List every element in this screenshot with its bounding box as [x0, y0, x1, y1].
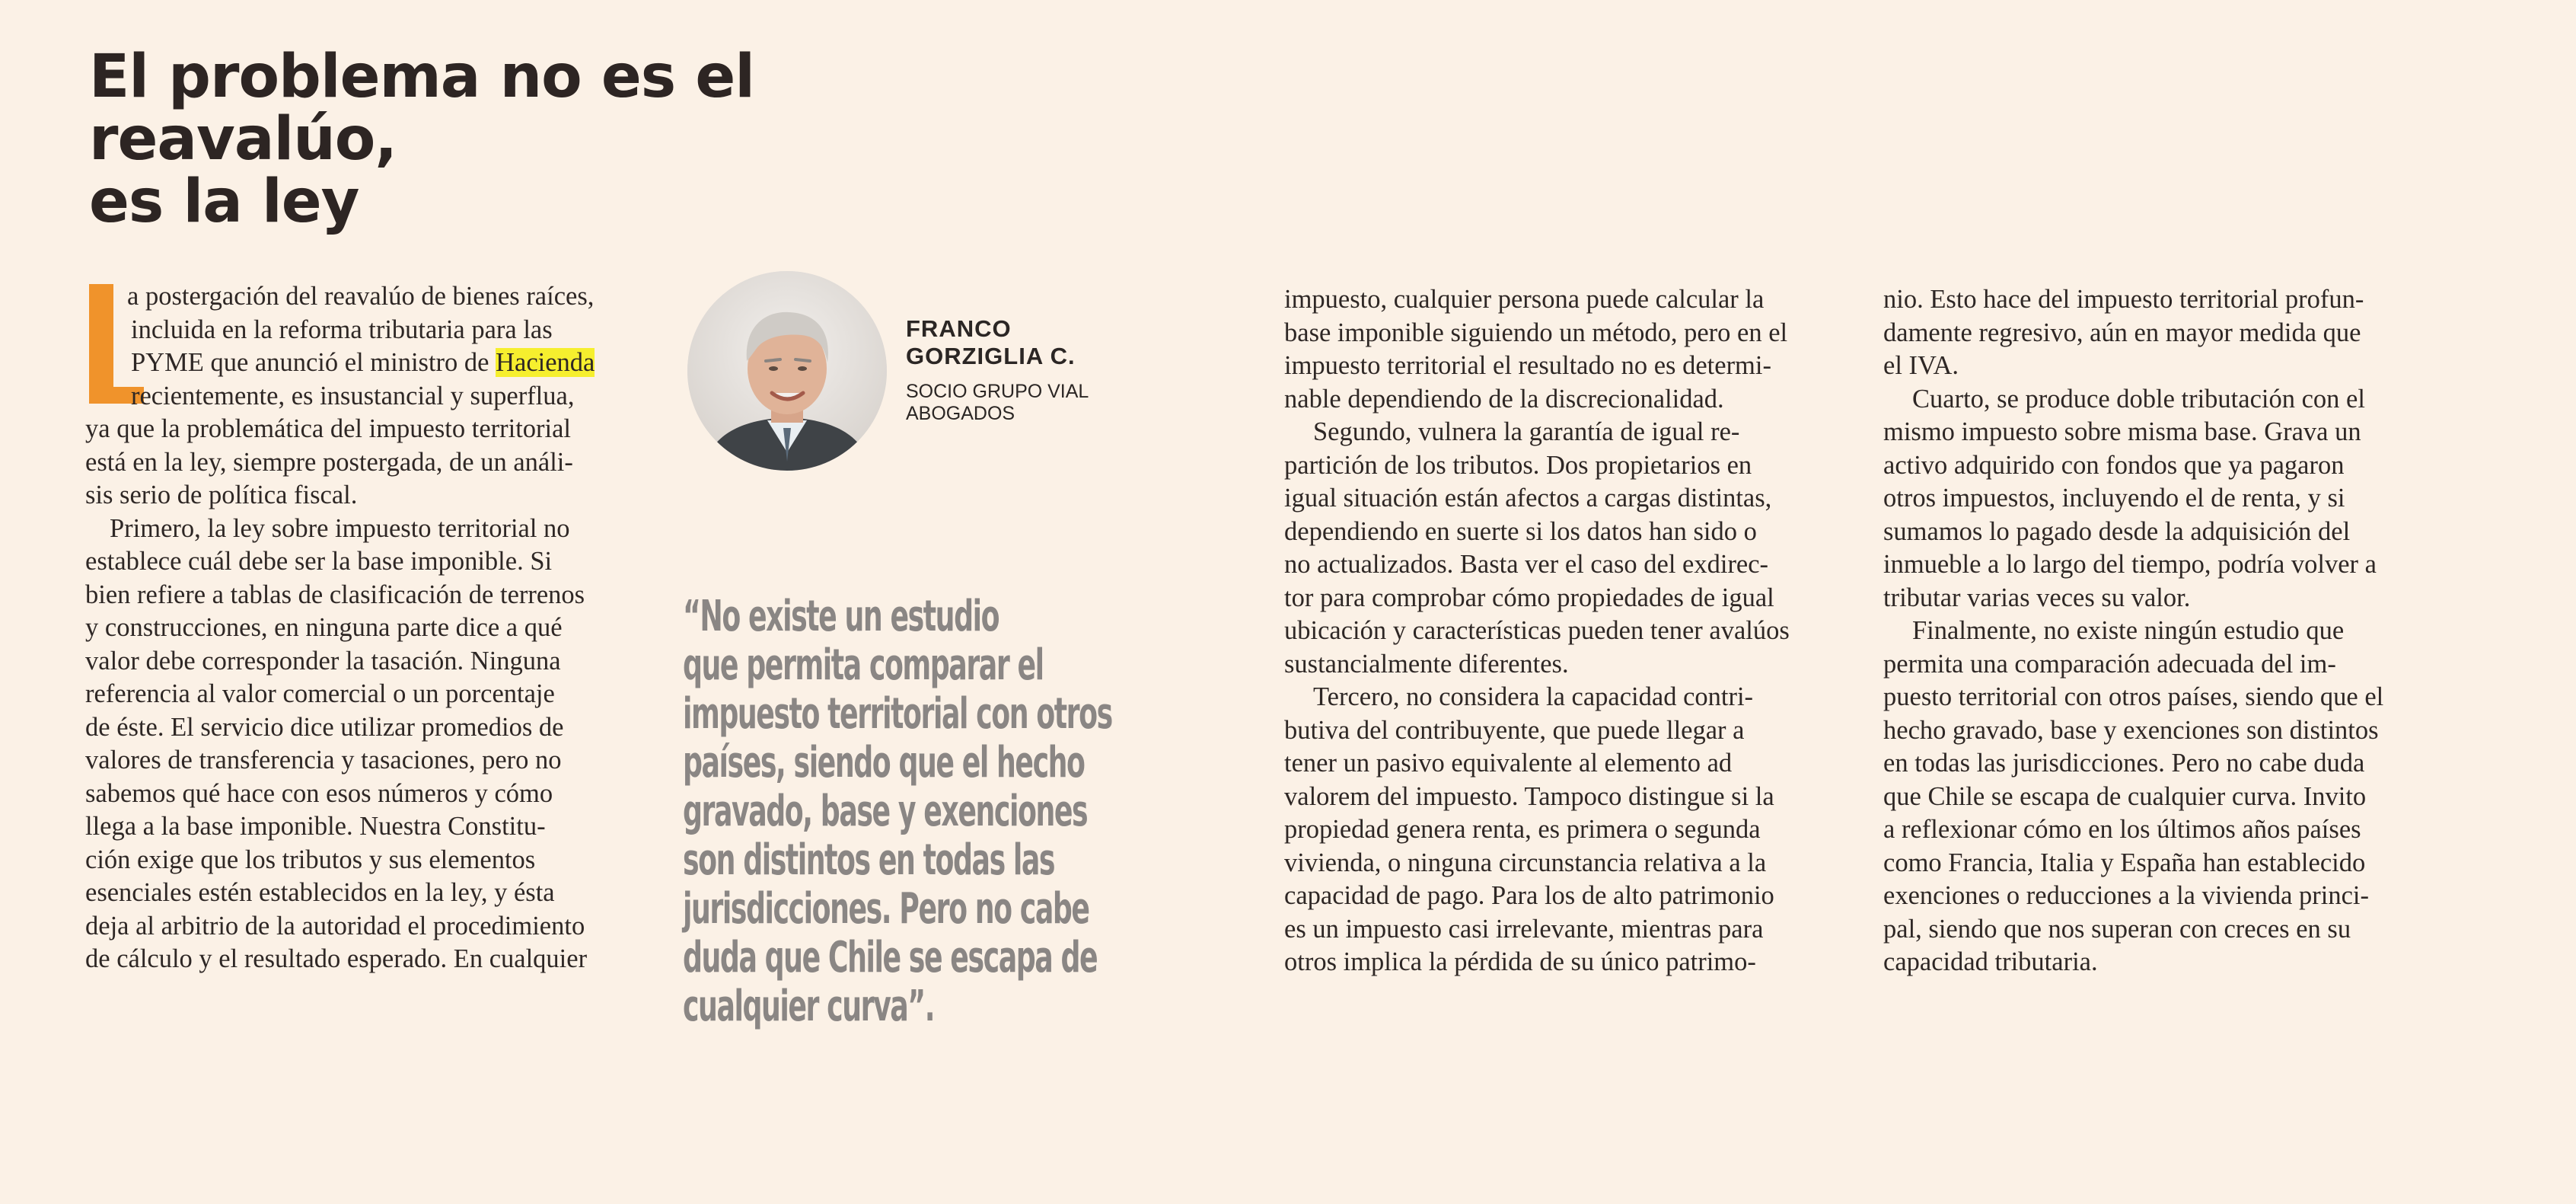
text-line: capacidad tributaria.: [1883, 947, 2098, 976]
text-line: establece cuál debe ser la base imponible. Si: [85, 547, 553, 576]
text-line: y construcciones, en ninguna parte dice a qué: [85, 613, 563, 642]
author-photo-icon: [687, 271, 887, 471]
text-line: no actualizados. Basta ver el caso del exdirec-: [1284, 550, 1769, 579]
highlighted-word: Hacienda: [496, 348, 595, 377]
text-line: mismo impuesto sobre misma base. Grava un: [1883, 417, 2361, 446]
pull-quote-line: que permita comparar el: [683, 640, 1044, 690]
text-line: tor para comprobar cómo propiedades de igual: [1284, 583, 1774, 612]
text-line: está en la ley, siempre postergada, de un análi-: [85, 447, 573, 477]
pull-quote-line: cualquier curva”.: [683, 982, 935, 1031]
text-line: valores de transferencia y tasaciones, pero no: [85, 746, 562, 774]
text-line: como Francia, Italia y España han establecido: [1883, 848, 2366, 877]
text-line: capacidad de pago. Para los de alto patrimonio: [1284, 881, 1774, 910]
text-line: dependiendo en suerte si los datos han sido o: [1284, 516, 1757, 546]
article-column-2: [1284, 283, 1825, 979]
text-line: deja al arbitrio de la autoridad el procedimiento: [85, 911, 585, 941]
text-line: bien refiere a tablas de clasificación de terrenos: [85, 580, 585, 609]
text-line: nable dependiendo de la discrecionalidad.: [1284, 384, 1724, 414]
text-line: permita una comparación adecuada del im-: [1883, 649, 2336, 679]
text-line: referencia al valor comercial o un porcentaje: [85, 679, 555, 708]
text-line: ya que la problemática del impuesto territorial: [85, 414, 572, 443]
text-line: valor debe corresponder la tasación. Ninguna: [85, 646, 561, 675]
pull-quote-line: “No existe un estudio: [683, 592, 999, 641]
author-role-line: ABOGADOS: [906, 403, 1015, 424]
author-portrait: [687, 271, 887, 471]
text-line: partición de los tributos. Dos propietarios en: [1284, 450, 1752, 480]
text-span: PYME que anunció el ministro de: [131, 348, 496, 377]
text-line: otros impuestos, incluyendo el de renta, y si: [1883, 484, 2345, 513]
text-line: impuesto, cualquier persona puede calcular la: [1284, 285, 1765, 314]
text-line: igual situación están afectos a cargas distintas,: [1284, 484, 1772, 513]
author-name-line: FRANCO: [906, 315, 1012, 342]
text-line: hecho gravado, base y exenciones son distintos: [1883, 715, 2379, 745]
text-line: es un impuesto casi irrelevante, mientras para: [1284, 914, 1764, 944]
text-line: tributar varias veces su valor.: [1883, 583, 2191, 612]
text-line: ubicación y características pueden tener avalúos: [1284, 616, 1790, 645]
text-line: sis serio de política fiscal.: [85, 481, 358, 509]
text-line: esenciales estén establecidos en la ley, y ésta: [85, 878, 555, 907]
text-line: exenciones o reducciones a la vivienda princi-: [1883, 881, 2369, 910]
pull-quote-line: países, siendo que el hecho: [683, 738, 1085, 787]
text-line: Primero, la ley sobre impuesto territorial no: [110, 513, 570, 543]
headline-line: es la ley: [89, 168, 359, 236]
text-line: ción exige que los tributos y sus elementos: [85, 845, 536, 874]
text-line: de éste. El servicio dice utilizar promedios de: [85, 712, 564, 742]
text-line: a postergación del reavalúo de bienes raíces,: [127, 282, 595, 311]
text-line: sumamos lo pagado desde la adquisición del: [1883, 516, 2351, 546]
text-line: a reflexionar cómo en los últimos años países: [1883, 815, 2361, 844]
text-line: tener un pasivo equivalente al elemento ad: [1284, 749, 1733, 778]
pull-quote-line: son distintos en todas las: [683, 835, 1055, 885]
text-line: de cálculo y el resultado esperado. En cualquier: [85, 944, 588, 973]
author-name-line: GORZIGLIA C.: [906, 343, 1076, 369]
text-line: en todas las jurisdicciones. Pero no cabe duda: [1883, 749, 2365, 778]
text-line: el IVA.: [1883, 351, 1959, 380]
author-role: [906, 381, 1089, 425]
text-line: [85, 347, 649, 380]
author-role-line: SOCIO GRUPO VIAL: [906, 381, 1089, 402]
text-line: vivienda, o ninguna circunstancia relativa a la: [1284, 848, 1767, 877]
text-line: sabemos qué hace con esos números y cómo: [85, 778, 553, 808]
text-line: valorem del impuesto. Tampoco distingue si la: [1284, 781, 1774, 811]
pull-quote-line: gravado, base y exenciones: [683, 787, 1088, 836]
text-line: sustancialmente diferentes.: [1284, 649, 1569, 679]
text-line: propiedad genera renta, es primera o segunda: [1284, 815, 1761, 844]
text-line: puesto territorial con otros países, siendo que el: [1883, 682, 2384, 711]
author-name: [906, 315, 1089, 370]
text-line: otros implica la pérdida de su único patrimo-: [1284, 947, 1756, 976]
text-line: que Chile se escapa de cualquier curva. Invito: [1883, 781, 2367, 811]
article-column-3: [1883, 283, 2462, 979]
headline-line: El problema no es el reavalúo,: [89, 43, 754, 174]
headline: [89, 43, 1079, 236]
text-line: Segundo, vulnera la garantía de igual re-: [1313, 417, 1740, 446]
text-line: Tercero, no considera la capacidad contri-: [1313, 682, 1754, 711]
text-line: activo adquirido con fondos que ya pagaron: [1883, 450, 2345, 480]
text-line: inmueble a lo largo del tiempo, podría volver a: [1883, 550, 2377, 579]
text-line: recientemente, es insustancial y superflua,: [131, 381, 575, 410]
text-line: incluida en la reforma tributaria para las: [131, 315, 553, 344]
author-byline: [906, 315, 1089, 425]
pull-quote-line: jurisdicciones. Pero no cabe: [683, 884, 1089, 934]
pull-quote-line: duda que Chile se escapa de: [683, 933, 1098, 982]
text-line: Finalmente, no existe ningún estudio que: [1912, 616, 2345, 645]
pull-quote-line: impuesto territorial con otros: [683, 689, 1112, 739]
text-line: base imponible siguiendo un método, pero en el: [1284, 318, 1788, 347]
text-line: pal, siendo que nos superan con creces en su: [1883, 914, 2351, 944]
article-column-1: [85, 280, 649, 976]
text-line: nio. Esto hace del impuesto territorial profun-: [1883, 285, 2364, 314]
text-line: butiva del contribuyente, que puede llegar a: [1284, 715, 1745, 745]
text-line: impuesto territorial el resultado no es determi-: [1284, 351, 1771, 380]
text-line: llega a la base imponible. Nuestra Constitu-: [85, 812, 546, 841]
pull-quote: [683, 592, 1231, 1031]
text-line: Cuarto, se produce doble tributación con el: [1912, 384, 2365, 414]
text-line: damente regresivo, aún en mayor medida que: [1883, 318, 2361, 347]
